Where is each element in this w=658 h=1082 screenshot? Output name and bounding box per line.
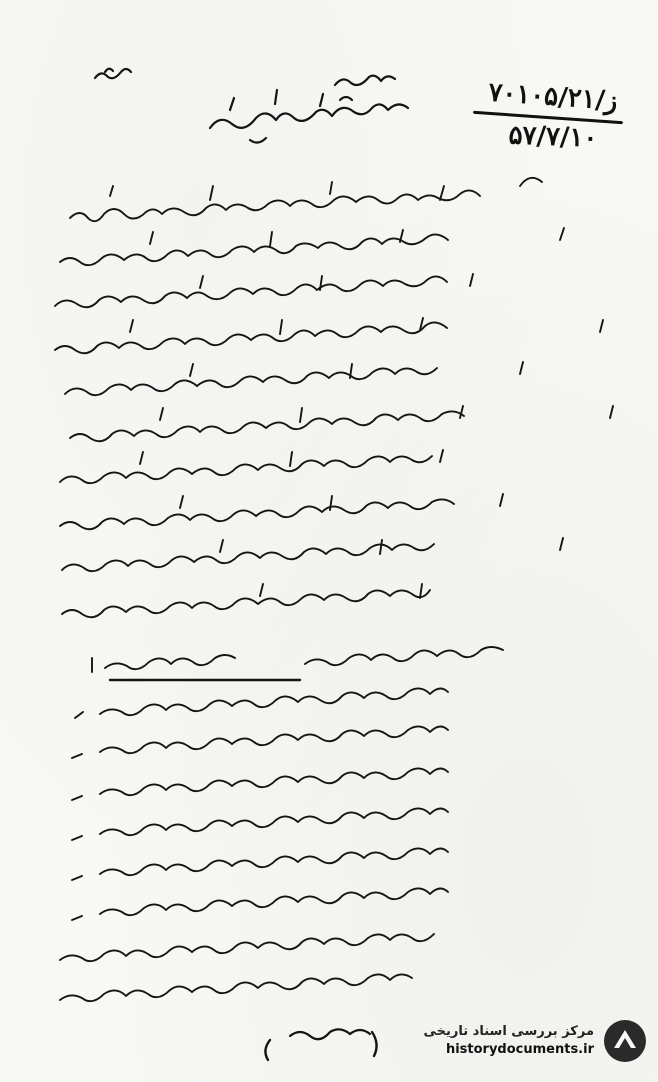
reference-date: ۵۷/۷/۱۰: [508, 120, 598, 154]
watermark-logo: [388, 1008, 648, 1074]
archive-logo-icon: [602, 1018, 648, 1064]
reference-number: ۷۰۱۰۵/۲۱/ز: [487, 77, 619, 117]
watermark-url: historydocuments.ir: [445, 1042, 594, 1057]
watermark-text: [424, 1023, 595, 1059]
watermark-org-name: مرکز بررسی اسناد تاریخی: [423, 1024, 594, 1039]
